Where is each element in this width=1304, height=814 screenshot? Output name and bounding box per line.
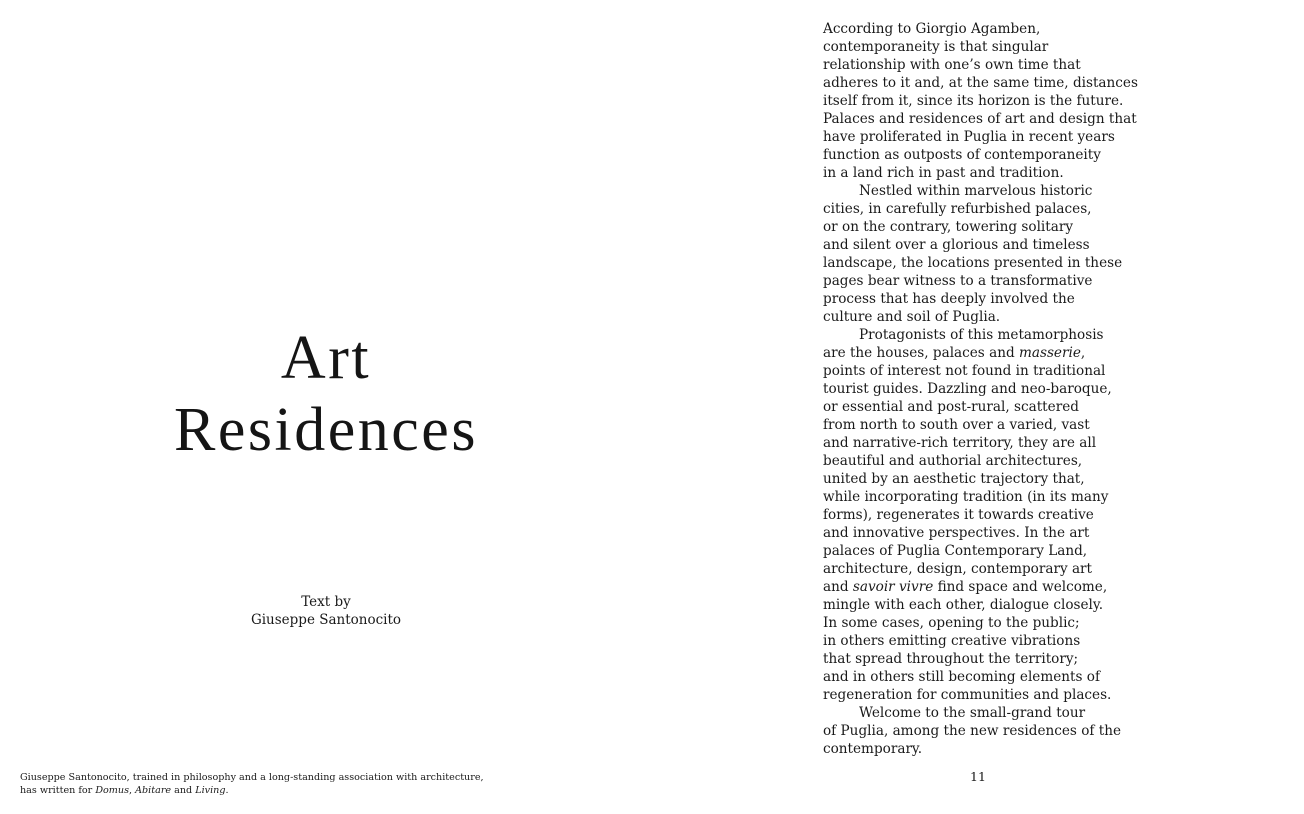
text-line: In some cases, opening to the public; [823, 615, 1080, 631]
text-line: points of interest not found in traditional [823, 363, 1106, 379]
text-line: have proliferated in Puglia in recent years [823, 129, 1115, 145]
text-line: beautiful and authorial architectures, [823, 453, 1083, 469]
text-line: Protagonists of this metamorphosis [859, 327, 1104, 343]
title-line: Residences [174, 396, 478, 464]
text-line: and narrative-rich territory, they are all [823, 435, 1097, 451]
text-line: process that has deeply involved the [823, 291, 1075, 307]
text-line: According to Giorgio Agamben, [823, 21, 1041, 37]
text-line: or on the contrary, towering solitary [823, 219, 1074, 235]
publication-name: Abitare [135, 785, 172, 796]
text-line: contemporaneity is that singular [823, 39, 1049, 55]
page-number: 11 [970, 769, 986, 784]
footnote-text: . [225, 785, 229, 796]
text-line: cities, in carefully refurbished palaces, [823, 201, 1092, 217]
text-line: while incorporating tradition (in its many [823, 489, 1109, 505]
byline [0, 593, 652, 629]
author-footnote [20, 771, 580, 797]
text-line: adheres to it and, at the same time, distances [823, 75, 1138, 91]
footnote-text: and [171, 785, 196, 796]
text-line: and innovative perspectives. In the art [823, 525, 1090, 541]
text-line: Nestled within marvelous historic [859, 183, 1093, 199]
text-line: united by an aesthetic trajectory that, [823, 471, 1085, 487]
text-line: that spread throughout the territory; [823, 651, 1079, 667]
text-line: forms), regenerates it towards creative [823, 507, 1094, 523]
footnote-line [20, 784, 580, 797]
page-title [0, 322, 652, 466]
text-line: mingle with each other, dialogue closely. [823, 597, 1104, 613]
body-text [823, 20, 1263, 758]
text-run: are the houses, palaces and [823, 345, 1019, 361]
byline-author: Giuseppe Santonocito [250, 612, 402, 628]
text-line: of Puglia, among the new residences of the [823, 723, 1122, 739]
text-line: architecture, design, contemporary art [823, 561, 1093, 577]
italic-term: savoir vivre [852, 579, 934, 595]
footnote-text: has written for [20, 785, 96, 796]
publication-name: Domus [95, 785, 129, 796]
text-line [823, 344, 1263, 362]
text-line: Welcome to the small-grand tour [859, 705, 1086, 721]
byline-label: Text by [301, 594, 351, 610]
text-line [823, 578, 1263, 596]
text-run: find space and welcome, [933, 579, 1108, 595]
text-run: , [1080, 345, 1086, 361]
text-line: in a land rich in past and tradition. [823, 165, 1064, 181]
text-line: or essential and post-rural, scattered [823, 399, 1079, 415]
text-line: and in others still becoming elements of [823, 669, 1101, 685]
text-line: culture and soil of Puglia. [823, 309, 1001, 325]
text-line: relationship with one’s own time that [823, 57, 1081, 73]
title-line: Art [280, 324, 372, 392]
publication-name: Living [195, 785, 226, 796]
italic-term: masserie [1018, 345, 1081, 361]
text-line: function as outposts of contemporaneity [823, 147, 1101, 163]
text-line: itself from it, since its horizon is the future. [823, 93, 1124, 109]
text-line: landscape, the locations presented in these [823, 255, 1123, 271]
text-line: palaces of Puglia Contemporary Land, [823, 543, 1088, 559]
footnote-text: , [129, 785, 136, 796]
footnote-line: Giuseppe Santonocito, trained in philosophy and a long-standing association with architecture, [20, 772, 484, 783]
text-line: from north to south over a varied, vast [823, 417, 1090, 433]
right-page [652, 0, 1304, 814]
text-run: and [823, 579, 853, 595]
text-line: tourist guides. Dazzling and neo-baroque, [823, 381, 1112, 397]
text-line: regeneration for communities and places. [823, 687, 1112, 703]
text-line: contemporary. [823, 741, 923, 757]
text-line: and silent over a glorious and timeless [823, 237, 1090, 253]
text-line: Palaces and residences of art and design that [823, 111, 1137, 127]
text-line: in others emitting creative vibrations [823, 633, 1081, 649]
text-line: pages bear witness to a transformative [823, 273, 1093, 289]
